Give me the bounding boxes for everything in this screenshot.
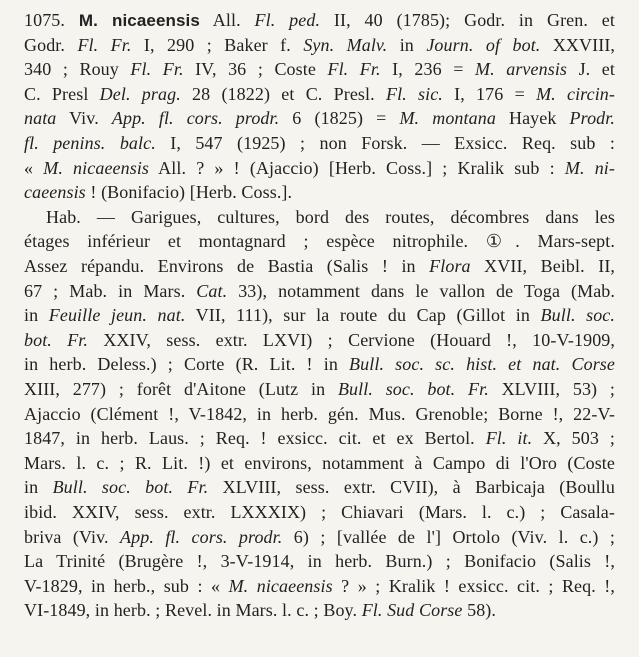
italic-citation: Fl. Fr. bbox=[77, 34, 132, 55]
species-name: M. nicaeensis bbox=[78, 11, 200, 30]
italic-citation: Fl. Sud Corse bbox=[361, 600, 463, 621]
text-run: I, 236 = bbox=[380, 59, 475, 80]
italic-citation: Syn. Malv. bbox=[303, 34, 388, 55]
italic-citation: Cat. bbox=[196, 280, 228, 301]
text-run: Godr. bbox=[24, 34, 78, 55]
text-line bbox=[24, 598, 615, 622]
text-run: Ajaccio (Clément !, V-1842, in herb. gén. Mus. Grenoble; Borne !, 22-V- bbox=[24, 403, 615, 424]
text-run: 67 ; Mab. in Mars. bbox=[24, 280, 197, 301]
text-line bbox=[24, 328, 615, 352]
text-line bbox=[24, 131, 615, 155]
text-run: in bbox=[24, 305, 49, 326]
text-line bbox=[24, 106, 615, 130]
text-run: VII, 111), sur la route du Cap (Gillot in bbox=[185, 305, 541, 326]
italic-citation: Journ. of bot. bbox=[426, 34, 541, 55]
text-run: XVII, Beibl. II, bbox=[470, 256, 616, 276]
text-run: 340 ; Rouy bbox=[24, 59, 131, 80]
text-run: ! (Bonifacio) [Herb. Coss.]. bbox=[85, 182, 293, 203]
text-run: I, 176 = bbox=[442, 83, 537, 104]
italic-citation: Fl. sic. bbox=[385, 83, 443, 104]
text-line bbox=[24, 180, 615, 204]
text-run: XLVIII, 53) ; bbox=[488, 379, 615, 399]
text-run: in bbox=[387, 34, 427, 55]
text-line bbox=[24, 402, 615, 426]
italic-citation: Bull. soc. sc. hist. et nat. Corse bbox=[349, 354, 615, 375]
text-run: XXIV, sess. extr. LXVI) ; Cervione (Houard !, 10-V-1909, bbox=[88, 329, 615, 350]
text-run: 28 (1822) et C. Presl. bbox=[180, 83, 386, 104]
text-run: in bbox=[24, 477, 53, 498]
text-line bbox=[24, 303, 615, 327]
text-run: Viv. bbox=[56, 108, 112, 129]
text-line bbox=[24, 525, 615, 549]
text-run: « bbox=[24, 157, 44, 178]
text-run: IV, 36 ; Coste bbox=[183, 59, 328, 80]
text-run: C. Presl bbox=[24, 83, 100, 104]
italic-citation: Bull. soc. bbox=[540, 305, 615, 326]
italic-citation: Fl. Fr. bbox=[327, 59, 381, 80]
text-run: I, 290 ; Baker f. bbox=[131, 34, 304, 55]
text-run: in herb. Deless.) ; Corte (R. Lit. ! in bbox=[24, 354, 350, 375]
text-run: V-1829, in herb., sub : « bbox=[24, 575, 229, 596]
italic-citation: nata bbox=[24, 108, 57, 129]
text-run: 1075. bbox=[24, 10, 79, 30]
italic-citation: bot. Fr. bbox=[24, 329, 89, 350]
italic-citation: Bull. soc. bot. Fr. bbox=[52, 477, 209, 498]
text-line bbox=[24, 549, 615, 573]
text-run: ibid. XXIV, sess. extr. LXXXIX) ; Chiavari (Mars. l. c.) ; Casala- bbox=[24, 502, 615, 522]
italic-citation: Bull. soc. bot. Fr. bbox=[337, 379, 489, 399]
text-run: 6 (1825) = bbox=[279, 108, 400, 129]
text-run: XLVIII, sess. extr. CVII), à Barbicaja (Boullu bbox=[208, 477, 615, 498]
italic-citation: App. fl. cors. prodr. bbox=[120, 526, 283, 547]
italic-citation: M. montana bbox=[399, 108, 496, 129]
text-run: 33), notamment dans le vallon de Toga (Mab. bbox=[227, 280, 615, 301]
text-run: 58). bbox=[462, 600, 496, 621]
italic-citation: fl. penins. balc. bbox=[24, 133, 156, 153]
text-run: étages inférieur et montagnard ; espèce nitrophile. ①. Mars-sept. bbox=[24, 231, 615, 252]
text-line bbox=[24, 451, 615, 475]
text-line bbox=[24, 229, 615, 253]
text-run: Hab. — Garigues, cultures, bord des routes, décombres dans les bbox=[46, 206, 615, 227]
text-run: All. ? » ! (Ajaccio) [Herb. Coss.] ; Kralik sub : bbox=[149, 157, 565, 178]
text-line bbox=[24, 352, 615, 376]
text-line bbox=[24, 8, 615, 33]
text-run: VI-1849, in herb. ; Revel. in Mars. l. c. ; Boy. bbox=[24, 600, 362, 621]
text-run: 1847, in herb. Laus. ; Req. ! exsicc. cit. et ex Bertol. bbox=[24, 428, 486, 449]
italic-citation: Feuille jeun. nat. bbox=[48, 305, 186, 326]
italic-citation: App. fl. cors. prodr. bbox=[111, 108, 280, 129]
text-run: XXVIII, bbox=[540, 34, 616, 55]
italic-citation: M. ni- bbox=[564, 157, 616, 178]
text-run: Assez répandu. Environs de Bastia (Salis ! in bbox=[24, 256, 430, 276]
text-line bbox=[24, 574, 615, 598]
text-line bbox=[24, 500, 615, 524]
italic-citation: M. circin- bbox=[536, 83, 615, 104]
text-run: ? » ; Kralik ! exsicc. cit. ; Req. !, bbox=[332, 575, 615, 596]
text-line bbox=[24, 254, 615, 278]
italic-citation: M. nicaeensis bbox=[228, 575, 333, 596]
text-run: briva (Viv. bbox=[24, 526, 121, 547]
italic-citation: caeensis bbox=[24, 182, 86, 203]
text-run: X, 503 ; bbox=[532, 428, 615, 449]
text-line bbox=[24, 426, 615, 450]
text-run: Mars. l. c. ; R. Lit. !) et environs, notamment à Campo di l'Oro (Coste bbox=[24, 452, 615, 473]
italic-citation: Prodr. bbox=[569, 108, 615, 129]
italic-citation: M. arvensis bbox=[475, 59, 568, 80]
text-line bbox=[24, 475, 615, 499]
text-run: Hayek bbox=[495, 108, 570, 129]
text-line bbox=[24, 279, 615, 303]
text-run: La Trinité (Brugère !, 3-V-1914, in herb. Burn.) ; Bonifacio (Salis !, bbox=[24, 551, 615, 572]
italic-citation: Fl. Fr. bbox=[130, 59, 184, 80]
text-run: II, 40 (1785); Godr. in Gren. et bbox=[320, 10, 615, 30]
text-line bbox=[24, 57, 615, 81]
italic-citation: M. nicaeensis bbox=[43, 157, 150, 178]
italic-citation: Fl. ped. bbox=[254, 10, 321, 30]
text-line bbox=[24, 82, 615, 106]
text-line bbox=[24, 377, 615, 401]
italic-citation: Flora bbox=[429, 256, 471, 276]
italic-citation: Del. prag. bbox=[99, 83, 181, 104]
text-run: I, 547 (1925) ; non Forsk. — Exsicc. Req. sub : bbox=[155, 133, 615, 153]
text-run: All. bbox=[199, 10, 255, 30]
text-line bbox=[46, 205, 615, 229]
text-run: XIII, 277) ; forêt d'Aitone (Lutz in bbox=[24, 379, 338, 399]
italic-citation: Fl. it. bbox=[485, 428, 533, 449]
text-line bbox=[24, 156, 615, 180]
text-line bbox=[24, 33, 615, 57]
text-run: 6) ; [vallée de l'] Ortolo (Viv. l. c.) ; bbox=[282, 526, 615, 547]
text-run: J. et bbox=[567, 59, 615, 80]
